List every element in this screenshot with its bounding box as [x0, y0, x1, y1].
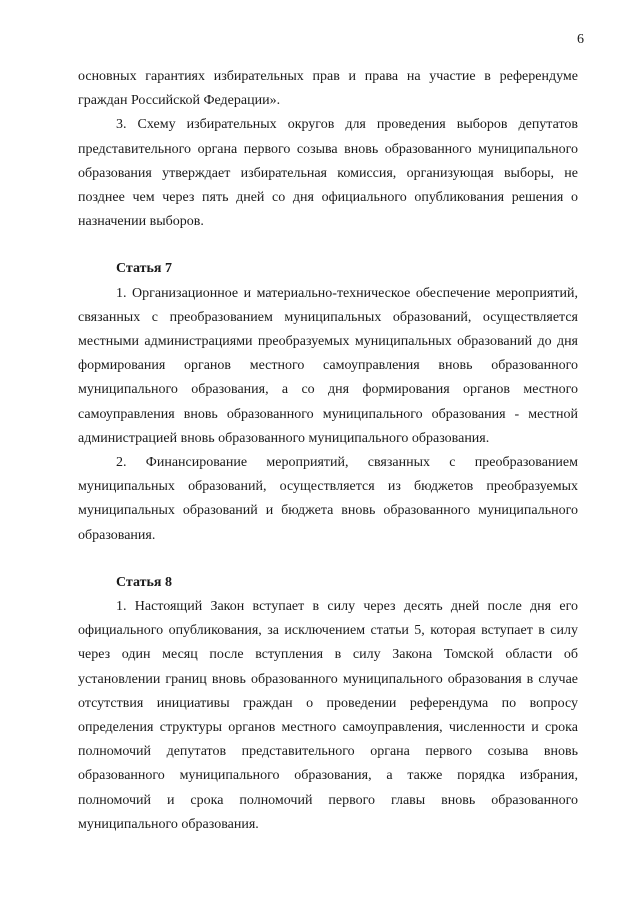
document-body — [78, 65, 578, 837]
continuation-paragraph: основных гарантиях избирательных прав и права на участие в референдуме граждан Российской Федерации». — [78, 69, 578, 109]
clause-3-paragraph: 3. Схему избирательных округов для проведения выборов депутатов представительного органа первого созыва вновь образованного муниципального образования утверждает избирательная комиссия, организующая выборы, не позднее чем через пять дней со дня официального опубликования решения о назначении выборов. — [78, 117, 578, 230]
article-8-heading: Статья 8 — [116, 574, 172, 590]
article-7-paragraph-1: 1. Организационное и материально-техническое обеспечение мероприятий, связанных с преобразованием муниципальных образований, осуществляется местными администрациями преобразуемых муниципальных образований до дня формирования органов местного самоуправления вновь образованного муниципального образования, а со дня формирования органов местного самоуправления вновь образованного муниципального образования - местной администрацией вновь образованного муниципального образования. — [78, 285, 578, 446]
article-7-heading: Статья 7 — [116, 261, 172, 277]
article-7-paragraph-2: 2. Финансирование мероприятий, связанных с преобразованием муниципальных образований, осуществляется из бюджетов преобразуемых муниципальных образований и бюджета вновь образованного муниципального образования. — [78, 455, 578, 543]
article-8-paragraph-1: 1. Настоящий Закон вступает в силу через десять дней после дня его официального опубликования, за исключением статьи 5, которая вступает в силу через один месяц после вступления в силу Закона Томской области об установлении границ вновь образованного муниципального образования в случае отсутствия инициативы граждан о проведении референдума по вопросу определения структуры органов местного самоуправления, численности и срока полномочий депутатов представительного органа первого созыва вновь образованного муниципального образования, а также порядка избрания, полномочий и срока полномочий первого главы вновь образованного муниципального образования. — [78, 599, 578, 832]
page-number: 6 — [577, 32, 584, 47]
